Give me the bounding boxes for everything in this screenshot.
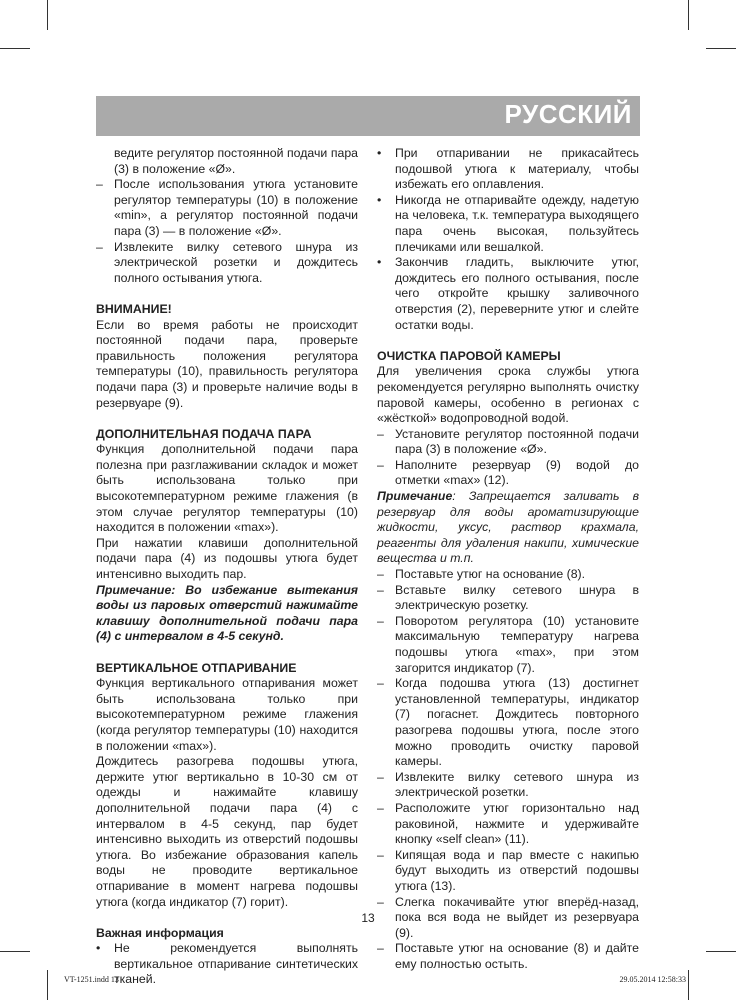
list-item: – Наполните резервуар (9) водой до отметки «max» (12).: [377, 457, 639, 488]
left-column: [96, 146, 358, 988]
list-item: – Слегка покачивайте утюг вперёд-назад, пока вся вода не выйдет из резервуара (9).: [377, 894, 639, 940]
dash-marker: –: [377, 769, 384, 784]
dash-marker: –: [96, 239, 103, 254]
list-item: • Никогда не отпаривайте одежду, надетую на человека, т.к. температура выходящего пара очень высокая, пользуйтесь плечиками или вешалкой.: [377, 192, 639, 254]
dash-marker: –: [377, 800, 384, 815]
bullet-marker: •: [377, 192, 382, 207]
list-item: – Вставьте вилку сетевого шнура в электрическую розетку.: [377, 582, 639, 613]
dash-marker: –: [377, 847, 384, 862]
list-item: – Поставьте утюг на основание (8).: [377, 567, 586, 582]
list-item: – Когда подошва утюга (13) достигнет установленной температуры, индикатор (7) погаснет. Дождитесь повторного разогрева подошвы утюга, после этого можно проводить очистку паровой камеры.: [377, 676, 639, 769]
list-item: – Расположите утюг горизонтально над раковиной, нажмите и удерживайте кнопку «self clean» (11).: [377, 800, 639, 847]
list-item: – После использования утюга установите регулятор температуры (10) в положение «min», а регулятор постоянной подачи пара (3) — в положение «Ø».: [96, 177, 358, 238]
crop-mark: [47, 970, 48, 1000]
crop-mark: [47, 0, 48, 30]
crop-mark: [706, 48, 736, 49]
list-item: – Поставьте утюг на основание (8) и дайте ему полностью остыть.: [377, 941, 639, 971]
list-item: – Кипящая вода и пар вместе с накипью будут выходить из отверстий подошвы утюга (13).: [377, 847, 639, 893]
crop-mark: [706, 951, 736, 952]
dash-marker: –: [96, 177, 103, 192]
warning-text: Если во время работы не происходит постоянной подачи пара, проверьте правильность положения регулятора температуры (10), правильность регулятора подачи пара (3) и проверьте наличие воды в резервуаре (9).: [96, 317, 358, 410]
extra-steam-heading: ДОПОЛНИТЕЛЬНАЯ ПОДАЧА ПАРА: [96, 426, 312, 441]
dash-marker: –: [377, 613, 384, 628]
dash-marker: –: [377, 894, 384, 909]
bullet-marker: •: [377, 146, 382, 160]
crop-mark: [688, 0, 689, 30]
paragraph: Для увеличения срока службы утюга рекомендуется регулярно выполнять очистку паровой камеры, особенно в регионах с «жёсткой» водопроводной водой.: [377, 364, 639, 426]
intro-continuation: ведите регулятор постоянной подачи пара (3) в положение «Ø».: [114, 146, 358, 176]
page-number: 13: [361, 911, 375, 925]
dash-marker: –: [377, 582, 384, 597]
list-item: – Поворотом регулятора (10) установите максимальную температуру нагрева подошвы утюга «max», при этом загорится индикатор (7).: [377, 613, 639, 675]
cleaning-heading: ОЧИСТКА ПАРОВОЙ КАМЕРЫ: [377, 348, 561, 363]
vertical-steam-heading: ВЕРТИКАЛЬНОЕ ОТПАРИВАНИЕ: [96, 660, 297, 675]
dash-marker: –: [377, 567, 384, 582]
dash-marker: –: [377, 676, 384, 691]
important-heading: Важная информация: [96, 925, 224, 940]
paragraph: Функция дополнительной подачи пара полезна при разглаживании складок и может быть использована только при высокотемпературном режиме глажения (в этом случае регулятор температуры (10) находится в положении «max»).: [96, 442, 358, 535]
crop-mark: [688, 970, 689, 1000]
list-item: – Извлеките вилку сетевого шнура из электрической розетки.: [377, 769, 639, 800]
dash-marker: –: [377, 941, 384, 956]
right-column: [377, 146, 639, 972]
list-item: • Закончив гладить, выключите утюг, дождитесь его полного остывания, после чего откройте крышку заливочного отверстия (2), переверните утюг и слейте остатки воды.: [377, 255, 639, 332]
footer-file: VT-1251.indd 13: [64, 975, 119, 984]
paragraph: Дождитесь разогрева подошвы утюга, держите утюг вертикально в 10-30 см от одежды и нажимайте клавишу дополнительной подачи пара (4) с интервалом в 4-5 секунд, пар будет интенсивно выходить из отверстий подошвы утюга. Во избежание образования капель воды не проводите вертикальное отпаривание в момент нагрева подошвы утюга (когда индикатор (7) горит).: [96, 754, 358, 909]
list-item: • При отпаривании не прикасайтесь подошвой утюга к материалу, чтобы избежать его оплавления.: [377, 146, 639, 192]
bullet-marker: •: [96, 941, 101, 956]
note: Примечание: Во избежание вытекания воды из паровых отверстий нажимайте клавишу дополнительной подачи пара (4) с интервалом в 4-5 секунд.: [96, 582, 358, 644]
list-item: – Установите регулятор постоянной подачи пара (3) в положение «Ø».: [377, 426, 639, 457]
language-title: РУССКИЙ: [504, 99, 632, 129]
list-item: • Не рекомендуется выполнять вертикальное отпаривание синтетических тканей.: [96, 941, 358, 987]
language-banner: [96, 96, 640, 136]
crop-mark: [0, 48, 30, 49]
note: Примечание: Запрещается заливать в резервуар для воды ароматизирующие жидкости, уксус, раствор крахмала, реагенты для удаления накипи, химические вещества и т.п.: [377, 489, 639, 566]
list-item: – Извлеките вилку сетевого шнура из электрической розетки и дождитесь полного остывания утюга.: [96, 239, 358, 285]
paragraph: Функция вертикального отпаривания может быть использована только при высокотемпературном режиме глажения (когда регулятор температуры (10) находится в положении «max»).: [96, 676, 358, 753]
dash-marker: –: [377, 426, 384, 441]
paragraph: При нажатии клавиши дополнительной подачи пара (4) из подошвы утюга будет интенсивно выходить пар.: [96, 535, 358, 582]
footer-timestamp: 29.05.2014 12:58:33: [619, 975, 686, 984]
bullet-marker: •: [377, 255, 382, 270]
warning-heading: ВНИМАНИЕ!: [96, 301, 172, 316]
dash-marker: –: [377, 457, 384, 472]
crop-mark: [0, 951, 30, 952]
